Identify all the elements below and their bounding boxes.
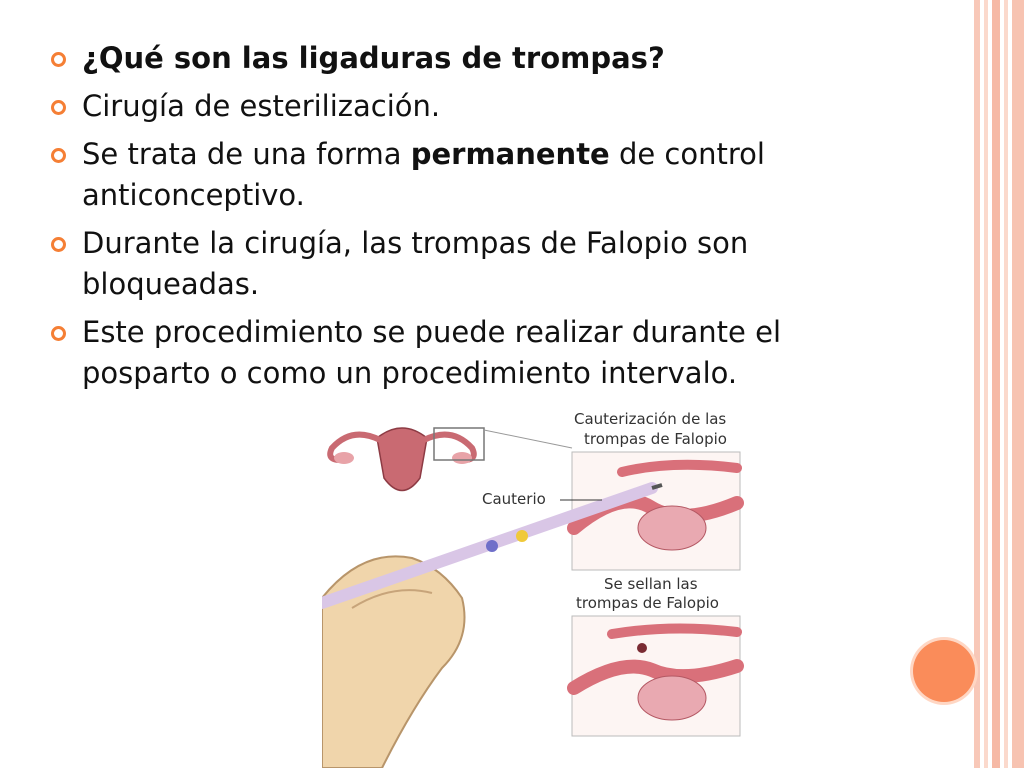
bullet-question — [48, 38, 868, 79]
bullet-marker-icon — [51, 237, 66, 252]
stripe — [1012, 0, 1024, 768]
label-bottom-line1: Se sellan las — [604, 575, 698, 593]
bullet-text-bold: permanente — [410, 137, 610, 171]
bullet-marker-icon — [51, 100, 66, 115]
bullet-text-after: de control anticonceptivo. — [82, 137, 765, 212]
bullet-marker-icon — [51, 52, 66, 67]
bullet-definition — [48, 86, 868, 127]
uterus-overview-icon — [330, 428, 484, 491]
label-bottom-line2: trompas de Falopio — [576, 594, 719, 612]
bullet-text: Durante la cirugía, las trompas de Falopio son bloqueadas. — [82, 226, 749, 301]
bullet-text: Cirugía de esterilización. — [82, 89, 441, 123]
bullet-marker-icon — [51, 148, 66, 163]
sealed-tubes-panel — [572, 616, 740, 736]
tubal-ligation-illustration — [322, 408, 762, 768]
illustration-svg — [322, 408, 762, 768]
bullet-text: ¿Qué son las ligaduras de trompas? — [82, 41, 665, 75]
label-top-line2: trompas de Falopio — [584, 430, 727, 448]
decorative-circle — [913, 640, 975, 702]
stripe — [992, 0, 1000, 768]
decorative-stripes — [974, 0, 1024, 768]
bullet-list — [48, 38, 868, 401]
bullet-text-before: Se trata de una forma — [82, 137, 411, 171]
bullet-permanent — [48, 134, 868, 216]
label-cautery: Cauterio — [482, 490, 546, 508]
bullet-marker-icon — [51, 326, 66, 341]
stripe — [1004, 0, 1008, 768]
stripe — [984, 0, 988, 768]
bullet-timing — [48, 312, 868, 394]
label-top-line1: Cauterización de las — [574, 410, 727, 428]
bullet-text: Este procedimiento se puede realizar durante el posparto o como un procedimiento intervalo. — [82, 315, 782, 390]
stripe — [974, 0, 980, 768]
bullet-blocked — [48, 223, 868, 305]
